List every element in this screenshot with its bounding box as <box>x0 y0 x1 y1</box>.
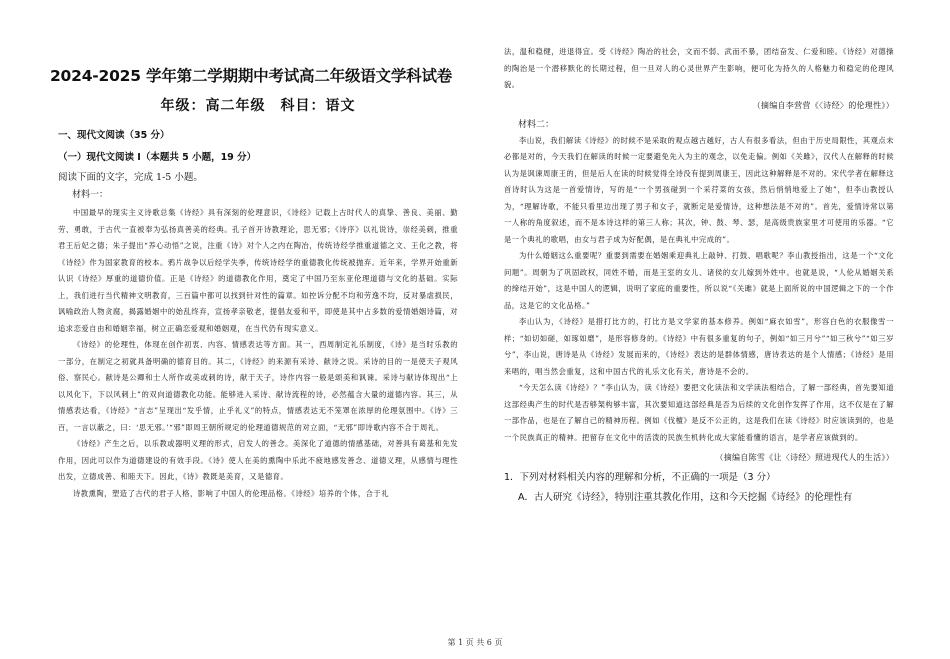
material2-body <box>504 133 894 447</box>
subsection-heading: （一）现代文阅读 I（本题共 5 小题，19 分） <box>58 152 257 163</box>
material2-source: （摘编自陈雪《让〈诗经〉照进现代人的生活》） <box>715 453 894 462</box>
section-heading: 一、现代文阅读（35 分） <box>58 130 170 141</box>
left-column <box>49 64 458 502</box>
question-1: 1．下列对材料相关内容的理解和分析，不正确的一项是（3 分） <box>504 472 776 483</box>
exam-subtitle: 年级：高二年级 科目：语文 <box>160 98 356 114</box>
right-column <box>504 44 894 503</box>
material1-body <box>58 205 458 502</box>
material1-source: （摘编自李营营《〈诗经〉的伦理性》） <box>752 100 894 110</box>
page-footer: 第 1 页 共 6 页 <box>447 638 503 647</box>
material2-paragraph: 李山说，我们解读《诗经》的时候不是采取的观点越古越好，古人有很多看法，但由于历史局限性，其观点未必都是对的，今天我们在解读的时候一定要避免先入为主的观念，以免走偏。例如《关雎》，汉代人在解释的时候认为是讽谏周康王的，但是后人在读的时候觉得全诗没有提到周康王，因此这种解释是不对的。宋代学者在解释这首诗时认为这是一首爱情诗，写的是“一个男孩碰到一个采荇菜的女孩，然后悄悄地爱上了她”，但李山教授认为，“理解诗歌，不能只看里边出现了男子和女子，就断定是爱情诗，这种想法是不对的”。首先，爱情诗常以第一人称的角度叙述，而不是本诗这样的第三人称；其次，钟、鼓、琴、瑟，是高级贵族家里才可使用的乐器。“它是一个典礼的歌唱，由女与君子成为好配偶，是在典礼中完成的”。 <box>504 135 894 244</box>
material1-paragraph: 《诗经》的伦理性，体现在创作初衷、内容、情感表达等方面。其一，西周制定礼乐制度，《诗》是当时乐教的一部分，在制定之初就具备明确的德育目的。其二，《诗经》的来源有采诗、献诗之说。采诗的目的一是使天子观风俗、察民心。献诗是公卿和士人所作或美或刺的诗，献于天子，诗作内容一般是颂美和讽谏。采诗与献诗体现出“上以风化下，下以风刺上”的双向道德教化功能。能够进入采诗、献诗流程的诗，必然蕴含大量的道德内容。其三，从情感表达看，《诗经》“言志”呈现出“发乎情，止乎礼义”的特点，情感表达无不笼罩在浓厚的伦理氛围中。《诗》三百，一言以蔽之，曰：‘思无邪。’“邪”即周王朝所规定的伦理道德规范的对立面，“无邪”即诗歌内容不合于周礼。 <box>58 340 458 432</box>
material2-label: 材料二： <box>518 119 555 130</box>
exam-title: 2024-2025 学年第二学期期中考试高二年级语文学科试卷 <box>49 67 453 85</box>
material1-continuation: 法，温和稳健，进退得宜。受《诗经》陶冶的社会，文而不弱、武而不暴，团结奋发、仁爱和睦。《诗经》对德操的陶治是一个潜移默化的长期过程，但一旦对人的心灵世界产生影响，便可化为持久的人格魅力和稳定的伦理风貌。 <box>504 47 894 89</box>
question-1-option-a: A．古人研究《诗经》，特别注重其教化作用，这和今天挖掘《诗经》的伦理性有 <box>518 492 853 503</box>
material1-label: 材料一： <box>72 190 109 200</box>
material1-paragraph: 诗教熏陶，塑造了古代的君子人格，影响了中国人的伦理品格。《诗经》培养的个体，合于礼 <box>73 488 390 498</box>
reading-instruction: 阅读下面的文字，完成 1-5 小题。 <box>58 172 203 183</box>
material2-paragraph: 为什么婚姻这么重要呢？重要到需要在婚姻乘迎典礼上敲钟、打鼓、唱歌呢？李山教授指出，这是一个“文化问题”。周朝为了巩固政权，同姓不婚，而是王室的女儿、诸侯的女儿嫁到外姓中。也就是说，“人伦从婚姻关系的缔结开始”，这是中国人的逻辑，说明了家庭的重要性，所以说“《关雎》就是上面所说的中国逻辑之下的一个作品，这是它的文化品格。” <box>504 251 894 310</box>
material1-paragraph: 《诗经》产生之后，以乐教或器明义理的形式，启发人的善念。美深化了道德的情感基础，对善具有葛基和先发作用，因此可以作为道德建设的有效手段。《诗》使人在美的熏陶中乐此不疲地感发善念、道德义理，从感情与理性出发，立德成善、和睦天下。因此，《诗》教既是美育，又是德育。 <box>58 439 458 481</box>
material2-paragraph: “今天怎么读《诗经》？”李山认为，读《诗经》要把文化读法和文学读法相结合，了解一部经典，首先要知道这部经典产生的时代是否够架构够丰富，其次要知道这部经典是否为后续的文化创作发挥了作用，这不仅是在了解一部作品，也是在了解自己的精神历程。例如《伐檀》是反不公正的，这是我们在读《诗经》时应该读到的，也是一个民族真正的精神。把留存在文化中的活泼的民族生机转化成大家能看懂的语言，是学者应该做到的。 <box>504 383 894 442</box>
material2-paragraph: 李山认为，《诗经》是措打比方的，打比方是文学家的基本修养。例如“麻衣如雪”，形容白色的衣服像雪一样；“如切如磋，如琢如磨”，是形容修身的。《诗经》中有很多重复的句子，例如“如三月兮”“如三秋兮”“如三岁兮”，李山说，唐诗是从《诗经》发展而来的，《诗经》表达的是群体情感，唐诗表达的是个人情感；《诗经》是用来唱的，唱当然会重复，这和中国古代的礼乐文化有关，唐诗是不会的。 <box>504 317 894 376</box>
material1-paragraph: 中国最早的现实主义诗歌总集《诗经》具有深刻的伦理意识，《诗经》记载上古时代人的真挚、善良、美丽、勤劳、勇敢，于古代一直被奉为弘扬真善美的经典。孔子首开诗教理论，思无邪；《诗序》以礼说诗，崇经美刺，推重君王后妃之德；朱子提出“养心动悟”之说，注重《诗》对个人之内在陶冶，传统诗经学推重道德之文、王化之教，将《诗经》作为国家教育的校本。鸦片战争以后经学失季，传统诗经学的重德教化传统被抛弃。近年来，学界开始重新认识《诗经》厚重的道德价值。正是《诗经》的道德教化作用，奠定了中国乃至东亚伦理道德与文化的基础。实际上，我们进行当代精神文明教育，三百篇中都可以找到针对性的篇章。如控诉分配不均和劳逸不均，反对暴虐损民，讽喻政治人物贪腐，揭露婚姻中的始乱终弃，宣扬孝亲敬老，提倡友爱和平，即使是其中占多数的爱情婚姻诗篇，对追求恋爱自由和婚姻幸福，树立正确恋爱观和婚姻观，在当代仍有现实意义。 <box>58 208 458 333</box>
